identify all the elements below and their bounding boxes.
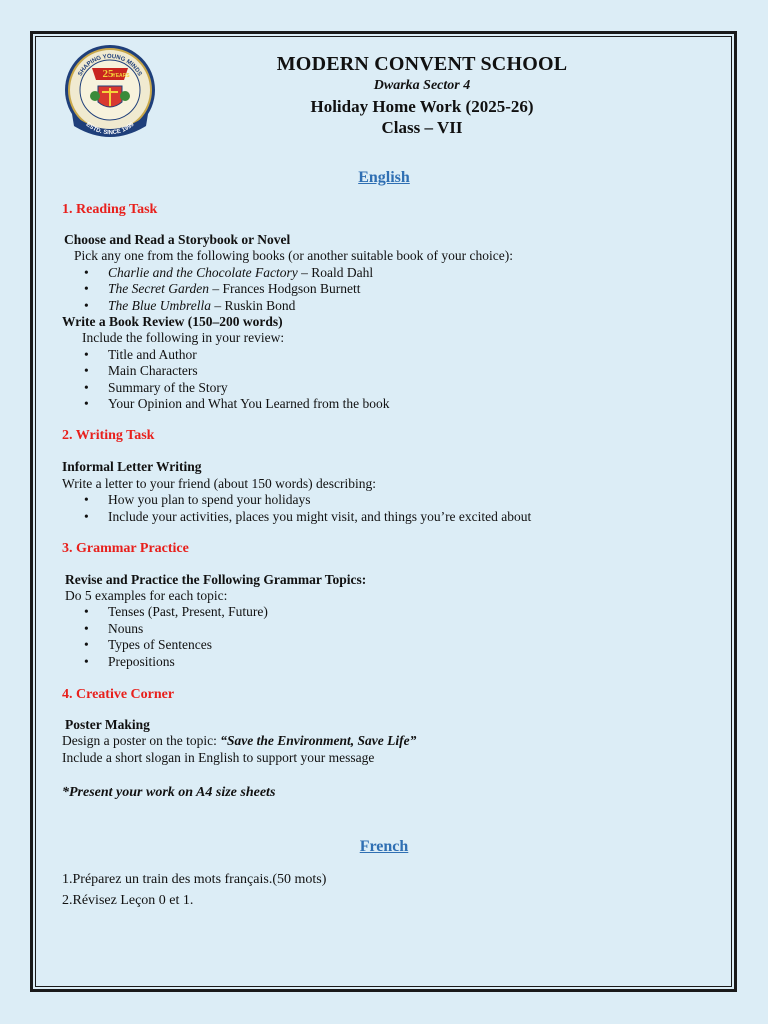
list-item: •: [84, 654, 89, 669]
submission-note: *Present your work on A4 size sheets: [62, 785, 276, 800]
list-item: •: [84, 492, 89, 507]
logo-badge-sub: YEARS: [112, 73, 130, 79]
subject-english-heading: English: [358, 169, 410, 186]
writing-intro: Write a letter to your friend (about 150 words) describing:: [62, 476, 376, 491]
list-item: •: [84, 298, 89, 313]
list-item: •: [84, 604, 89, 619]
grammar-item: Types of Sentences: [108, 637, 213, 652]
list-item: •: [84, 363, 89, 378]
list-item: •: [84, 509, 89, 524]
grammar-item: Nouns: [108, 621, 144, 636]
school-branch: Dwarka Sector 4: [373, 78, 471, 93]
review-item: Summary of the Story: [108, 380, 228, 395]
creative-task-heading: 4. Creative Corner: [62, 687, 175, 702]
writing-task-heading: 2. Writing Task: [62, 428, 155, 443]
list-item: •: [84, 637, 89, 652]
list-item: •: [84, 265, 89, 280]
book-item: The Blue Umbrella – Ruskin Bond: [108, 298, 296, 313]
list-item: •: [84, 347, 89, 362]
list-item: •: [84, 396, 89, 411]
writing-subheading: Informal Letter Writing: [62, 459, 202, 474]
review-item: Main Characters: [108, 363, 198, 378]
review-intro: Include the following in your review:: [82, 330, 285, 345]
grammar-item: Tenses (Past, Present, Future): [108, 604, 268, 619]
review-item: Your Opinion and What You Learned from the book: [108, 396, 390, 411]
logo-bottom-text: ESTD. SINCE 1999: [84, 121, 136, 137]
subject-french-heading: French: [359, 838, 409, 855]
school-logo-emblem: [62, 44, 158, 142]
review-heading: Write a Book Review (150–200 words): [62, 314, 283, 329]
logo-badge: 25: [102, 68, 114, 80]
creative-subheading: Poster Making: [65, 717, 150, 732]
logo-top-text: SHAPING YOUNG MINDS: [77, 53, 143, 78]
writing-item: How you plan to spend your holidays: [108, 492, 311, 507]
grammar-subheading: Revise and Practice the Following Grammar Topics:: [65, 572, 367, 587]
document-header: [252, 52, 592, 138]
grammar-task-heading: 3. Grammar Practice: [62, 541, 189, 556]
book-item: The Secret Garden – Frances Hodgson Burnett: [108, 281, 361, 296]
list-item: •: [84, 621, 89, 636]
writing-item: Include your activities, places you might visit, and things you’re excited about: [108, 509, 532, 524]
reading-intro: Pick any one from the following books (or another suitable book of your choice):: [74, 248, 514, 263]
class-label: Class – VII: [381, 118, 463, 137]
book-item: Charlie and the Chocolate Factory – Roald Dahl: [108, 265, 374, 280]
reading-task-heading: 1. Reading Task: [62, 202, 158, 217]
review-item: Title and Author: [108, 347, 197, 362]
school-name: MODERN CONVENT SCHOOL: [276, 53, 568, 75]
creative-line: Design a poster on the topic: “Save the Environment, Save Life”: [62, 733, 417, 748]
reading-subheading: Choose and Read a Storybook or Novel: [64, 232, 291, 247]
creative-line: Include a short slogan in English to support your message: [62, 750, 375, 765]
list-item: •: [84, 380, 89, 395]
grammar-item: Prepositions: [108, 654, 175, 669]
french-item: 2.Révisez Leçon 0 et 1.: [62, 893, 194, 908]
grammar-intro: Do 5 examples for each topic:: [65, 588, 228, 603]
homework-title: Holiday Home Work (2025-26): [310, 97, 534, 116]
french-item: 1.Préparez un train des mots français.(50 mots): [62, 872, 327, 887]
list-item: •: [84, 281, 89, 296]
